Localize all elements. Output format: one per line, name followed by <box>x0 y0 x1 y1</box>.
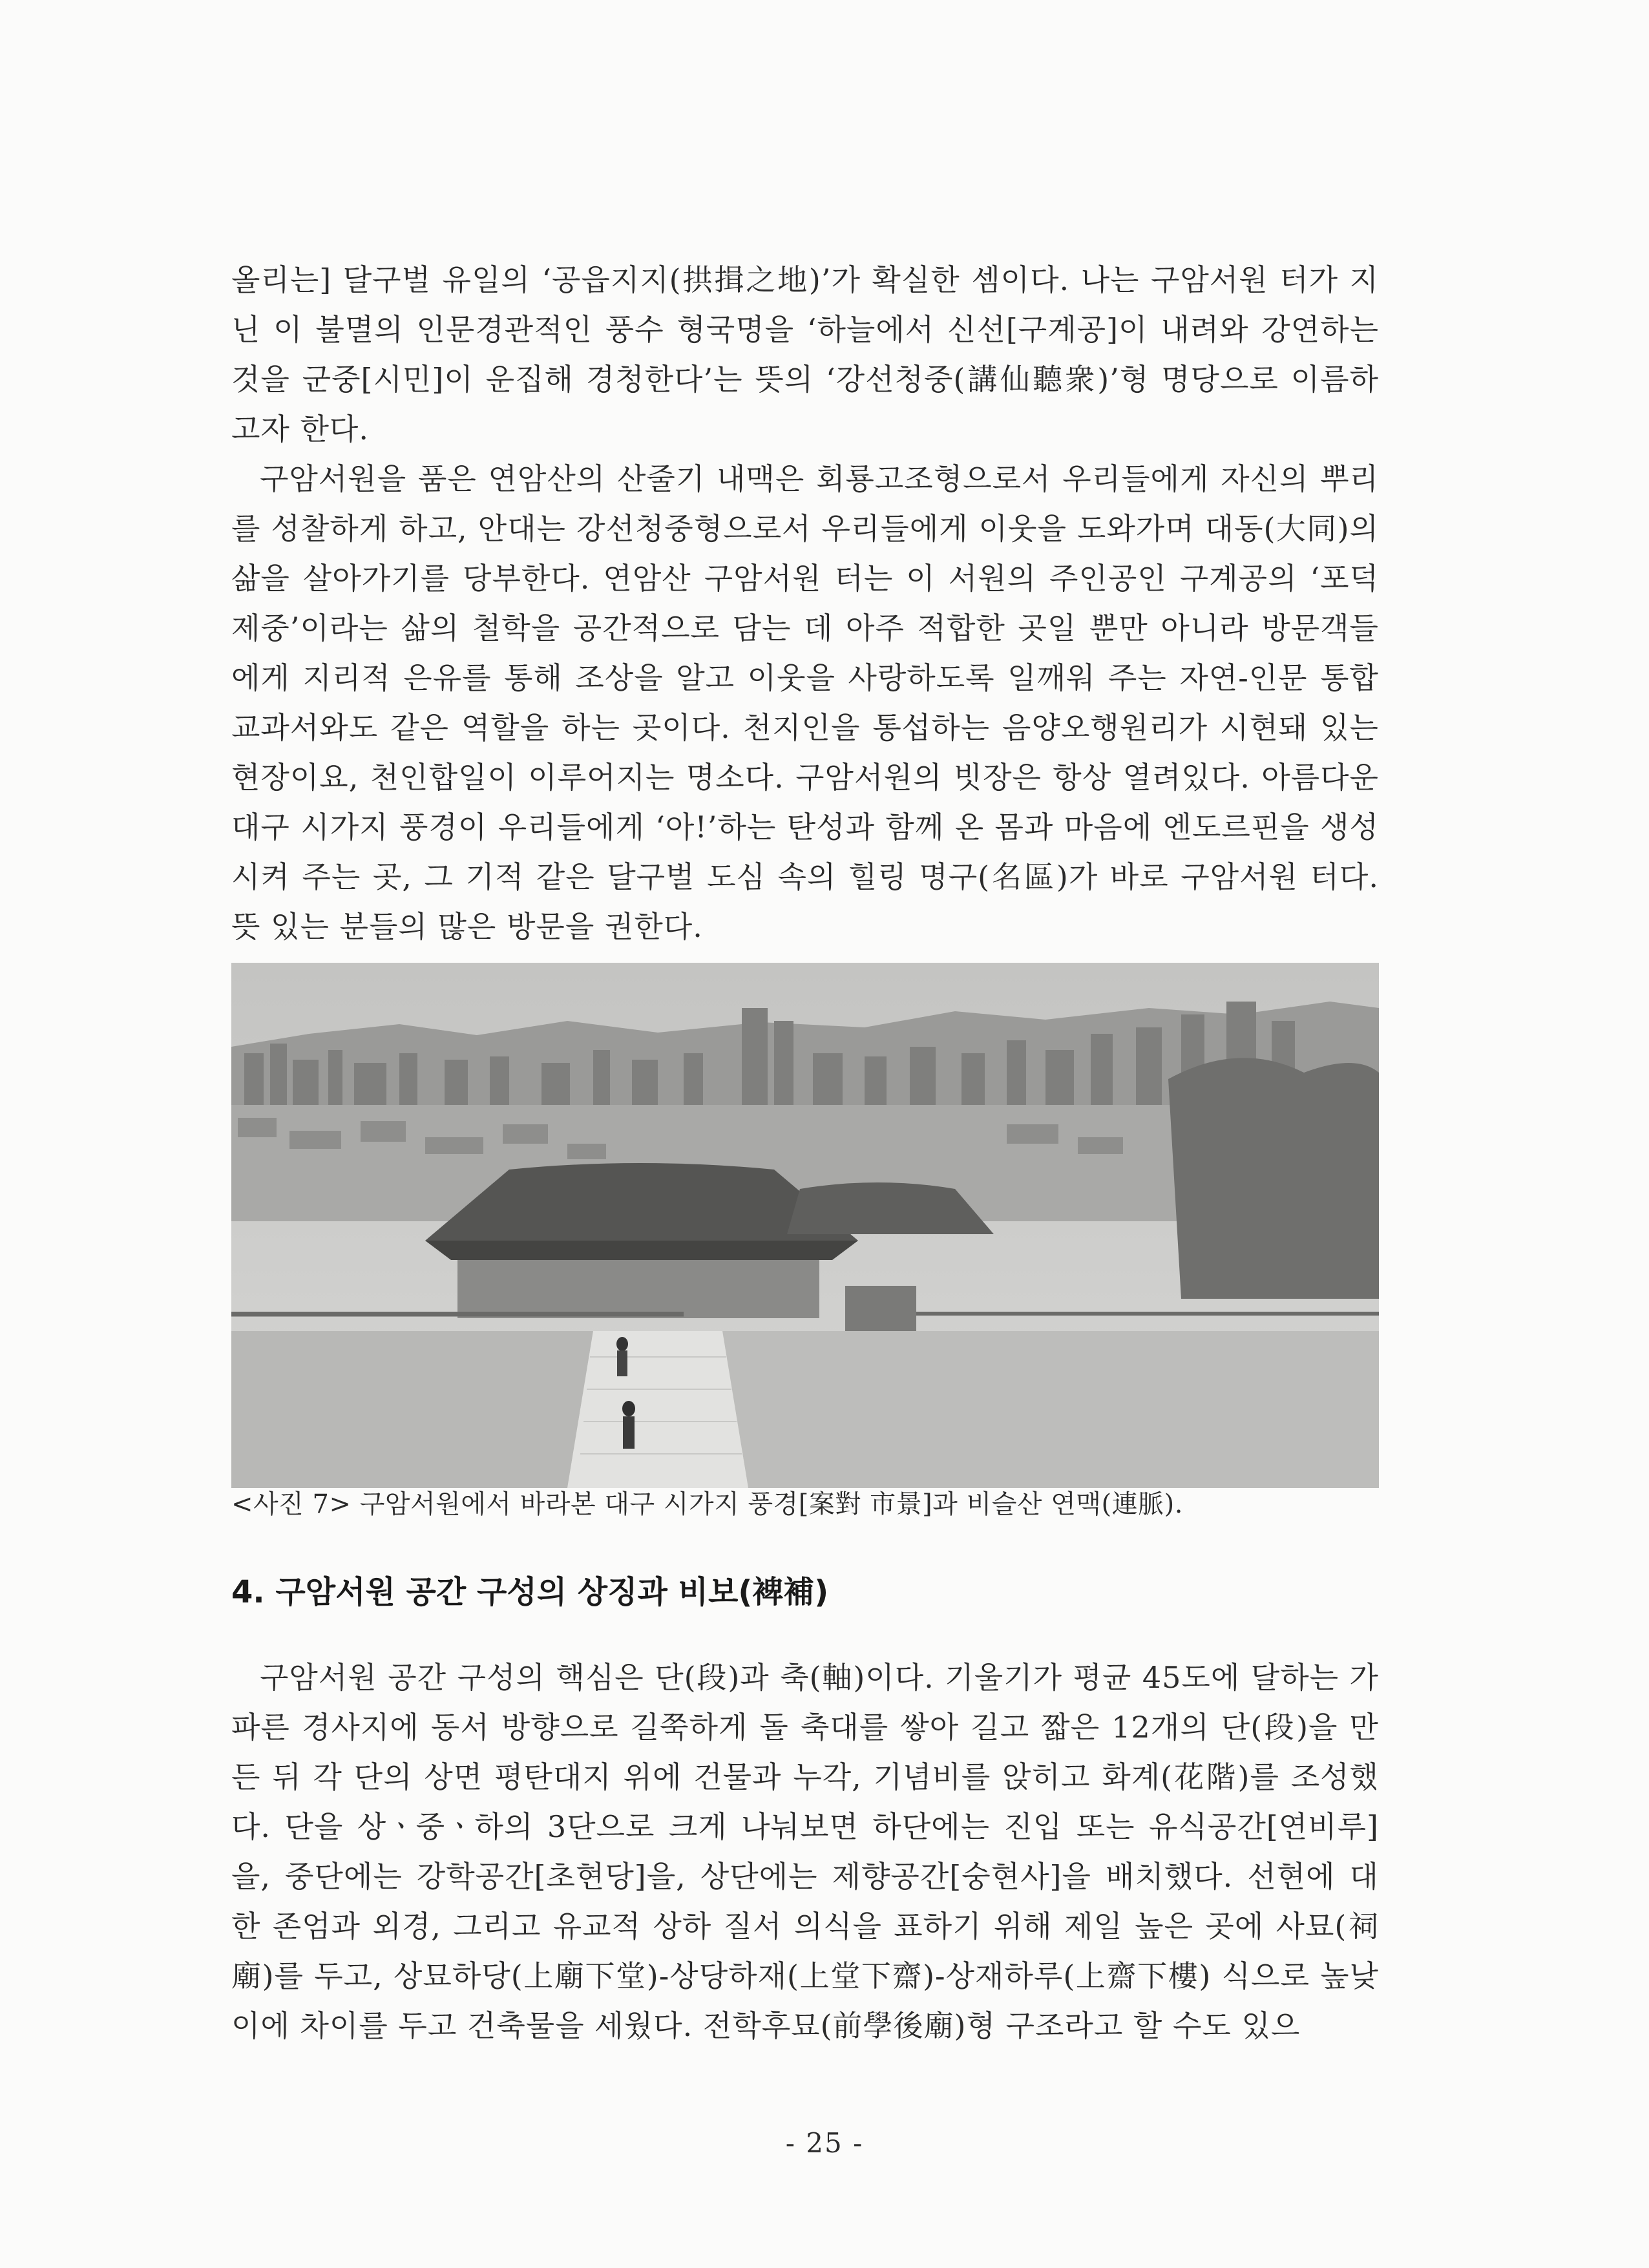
body-paragraph-3: 구암서원 공간 구성의 핵심은 단(段)과 축(軸)이다. 기울기가 평균 45도에 달하는 가파른 경사지에 동서 방향으로 길쭉하게 돌 축대를 쌓아 길고 짧은 12개의 단(段)을 만든 뒤 각 단의 상면 평탄대지 위에 건물과 누각, 기념비를 앉히고 화계(花階)를 조성했다. 단을 상ㆍ중ㆍ하의 3단으로 크게 나눠보면 하단에는 진입 또는 유식공간[연비루]을, 중단에는 강학공간[초현당]을, 상단에는 제향공간[숭현사]을 배치했다. 선현에 대한 존엄과 외경, 그리고 유교적 상하 질서 의식을 표하기 위해 제일 높은 곳에 사묘(祠廟)를 두고, 상묘하당(上廟下堂)-상당하재(上堂下齋)-상재하루(上齋下樓) 식으로 높낮이에 차이를 두고 건축물을 세웠다. 전학후묘(前學後廟)형 구조라고 할 수도 있으 <box>231 1660 1379 2043</box>
city-view-photo <box>231 963 1379 1488</box>
body-paragraph-1: 올리는] 달구벌 유일의 ‘공읍지지(拱揖之地)’가 확실한 셈이다. 나는 구암서원 터가 지닌 이 불멸의 인문경관적인 풍수 형국명을 ‘하늘에서 신선[구계공]이 내려와 강연하는 것을 군중[시민]이 운집해 경청한다’는 뜻의 ‘강선청중(講仙聽衆)’형 명당으로 이름하고자 한다. <box>231 262 1379 446</box>
section-heading: 4. 구암서원 공간 구성의 상징과 비보(裨補) <box>231 1574 829 1610</box>
page-number: - 25 - <box>785 2127 864 2159</box>
body-paragraph-2: 구암서원을 품은 연암산의 산줄기 내맥은 회룡고조형으로서 우리들에게 자신의 뿌리를 성찰하게 하고, 안대는 강선청중형으로서 우리들에게 이웃을 도와가며 대동(大同)의 삶을 살아가기를 당부한다. 연암산 구암서원 터는 이 서원의 주인공인 구계공의 ‘포덕제중’이라는 삶의 철학을 공간적으로 담는 데 아주 적합한 곳일 뿐만 아니라 방문객들에게 지리적 은유를 통해 조상을 알고 이웃을 사랑하도록 일깨워 주는 자연-인문 통합교과서와도 같은 역할을 하는 곳이다. 천지인을 통섭하는 음양오행원리가 시현돼 있는 현장이요, 천인합일이 이루어지는 명소다. 구암서원의 빗장은 항상 열려있다. 아름다운 대구 시가지 풍경이 우리들에게 ‘아!’하는 탄성과 함께 온 몸과 마음에 엔도르핀을 생성시켜 주는 곳, 그 기적 같은 달구벌 도심 속의 힐링 명구(名區)가 바로 구암서원 터다. 뜻 있는 분들의 많은 방문을 권한다. <box>231 461 1379 944</box>
photo-caption: <사진 7> 구암서원에서 바라본 대구 시가지 풍경[案對 市景]과 비슬산 연맥(連脈). <box>231 1489 1183 1519</box>
